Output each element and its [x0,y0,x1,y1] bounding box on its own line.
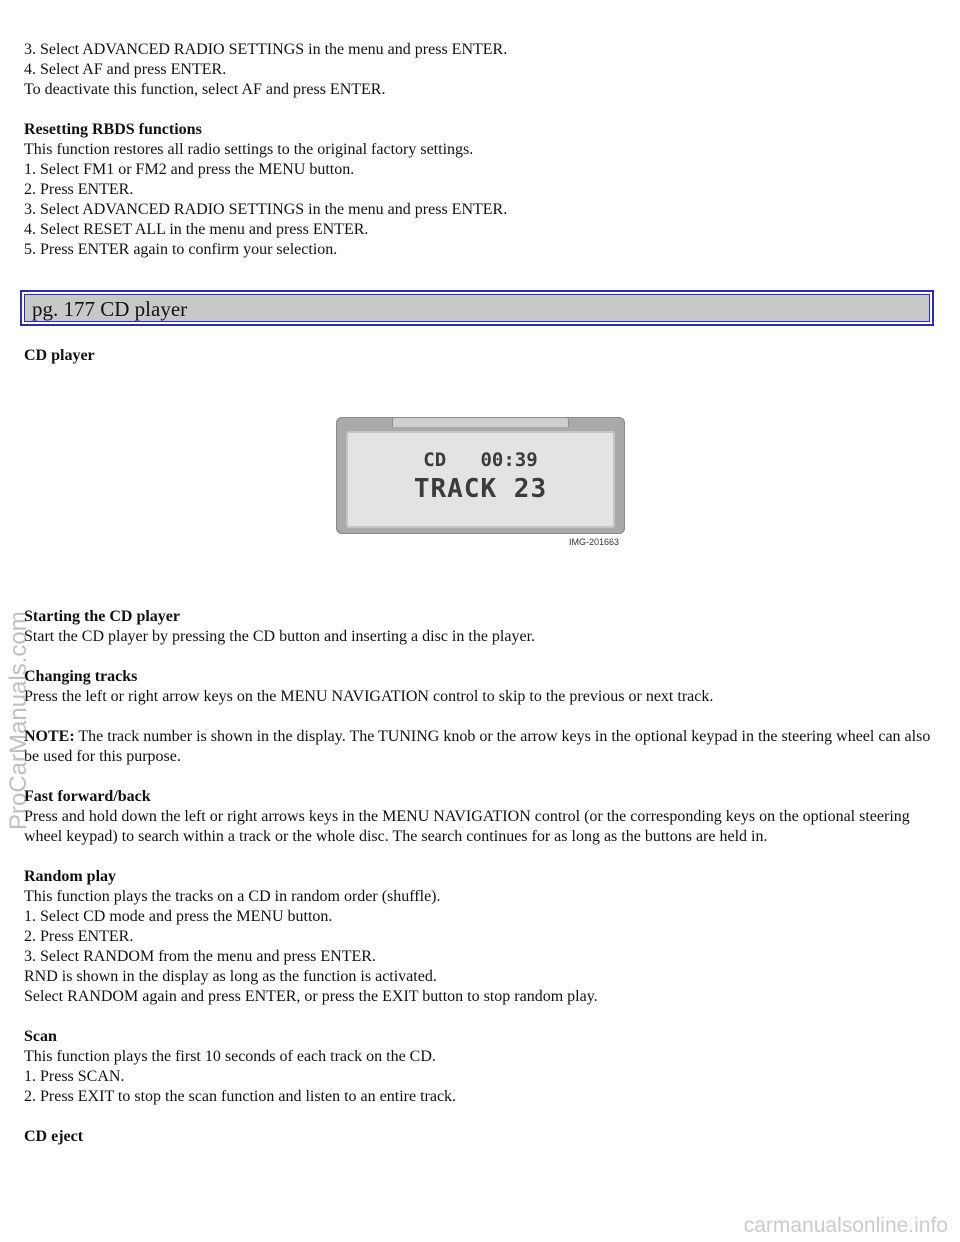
scan-line-2: 1. Press SCAN. [24,1068,125,1085]
continued-section [24,40,934,260]
af-step-3: 3. Select ADVANCED RADIO SETTINGS in the menu and press ENTER. [24,41,508,58]
reset-step-4: 4. Select RESET ALL in the menu and press ENTER. [24,221,369,238]
scan-heading: Scan [24,1028,57,1045]
cd-eject-heading: CD eject [24,1128,84,1145]
display-bezel [336,417,625,534]
image-id-label: IMG-201663 [568,537,619,547]
reset-rbds-heading: Resetting RBDS functions [24,121,202,138]
display-line-source-time: CD 00:39 [423,449,538,471]
random-heading: Random play [24,868,117,885]
fast-heading: Fast forward/back [24,788,151,805]
starting-heading: Starting the CD player [24,608,180,625]
side-watermark: ProCarManuals.com [5,611,32,830]
random-line-2: 1. Select CD mode and press the MENU button. [24,908,333,925]
note-text: The track number is shown in the display. The TUNING knob or the arrow keys in the optional keypad in the steering wheel can also be used for this purpose. [24,728,931,765]
page-banner [20,290,934,326]
changing-text: Press the left or right arrow keys on the MENU NAVIGATION control to skip to the previous or next track. [24,688,714,705]
random-line-4: 3. Select RANDOM from the menu and press ENTER. [24,948,376,965]
cd-player-title: CD player [24,347,95,364]
display-screen [346,431,615,528]
reset-rbds-description: This function restores all radio settings to the original factory settings. [24,141,474,158]
page-banner-title: pg. 177 CD player [24,294,930,322]
random-line-1: This function plays the tracks on a CD in random order (shuffle). [24,888,441,905]
reset-step-2: 2. Press ENTER. [24,181,134,198]
reset-step-5: 5. Press ENTER again to confirm your selection. [24,241,338,258]
scan-line-1: This function plays the first 10 seconds of each track on the CD. [24,1048,436,1065]
random-line-5: RND is shown in the display as long as the function is activated. [24,968,437,985]
display-line-track: TRACK 23 [413,474,548,504]
changing-heading: Changing tracks [24,668,138,685]
fast-text: Press and hold down the left or right arrows keys in the MENU NAVIGATION control (or the corresponding keys on the optional steering wheel keypad) to search within a track or the whole disc. The search continues for as long as the buttons are held in. [24,808,910,845]
cd-display-figure [336,415,625,550]
reset-step-1: 1. Select FM1 or FM2 and press the MENU button. [24,161,355,178]
random-line-3: 2. Press ENTER. [24,928,134,945]
starting-text: Start the CD player by pressing the CD button and inserting a disc in the player. [24,628,536,645]
bottom-watermark: carmanualsonline.info [743,1214,948,1237]
display-top-tab [392,417,569,427]
note-paragraph [24,727,936,767]
scan-line-3: 2. Press EXIT to stop the scan function and listen to an entire track. [24,1088,457,1105]
reset-step-3: 3. Select ADVANCED RADIO SETTINGS in the menu and press ENTER. [24,201,508,218]
random-line-6: Select RANDOM again and press ENTER, or press the EXIT button to stop random play. [24,988,598,1005]
note-label: NOTE: [24,728,75,745]
af-deactivate-text: To deactivate this function, select AF and press ENTER. [24,81,386,98]
af-step-4: 4. Select AF and press ENTER. [24,61,227,78]
